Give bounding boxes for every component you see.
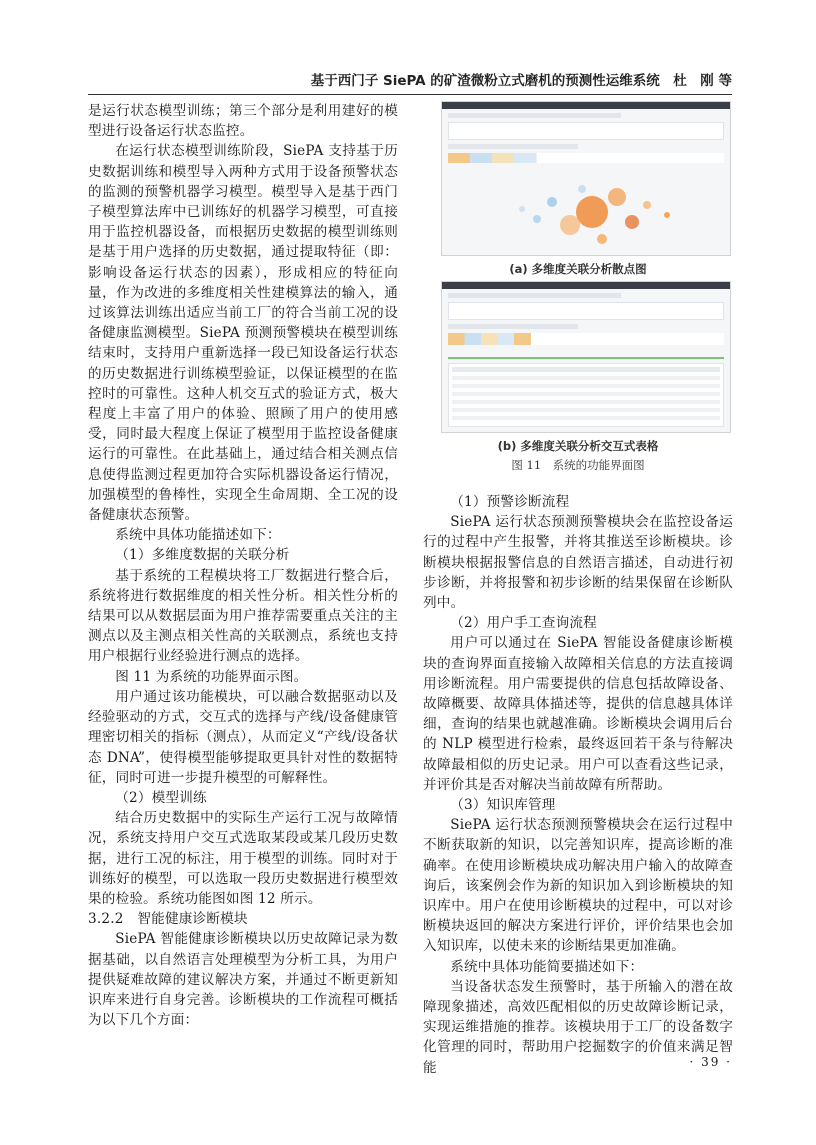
paragraph: 基于系统的工程模块将工厂数据进行整合后，系统将进行数据维度的相关性分析。相关性分析的结果可以从数据层面为用户推荐需要重点关注的主测点以及主测点相关性高的关联测点，系统也支持用户根据行业经验进行测点的选择。 (88, 567, 398, 665)
paragraph: SiePA 运行状态预测预警模块会在监控设备运行的过程中产生报警，并将其推送至诊断模块。诊断模块根据报警信息的自然语言描述，自动进行初步诊断，并将报警和初步诊断的结果保留在诊断队列中。 (423, 514, 733, 612)
subcaption-a: (a) 多维度关联分析散点图 (509, 262, 647, 276)
subheading: （2）模型训练 (115, 789, 207, 806)
paragraph: 是运行状态模型训练；第三个部分是利用建好的模型进行设备运行状态监控。 (88, 103, 398, 140)
paragraph: 结合历史数据中的实际生产运行工况与故障情况，系统支持用户交互式选取某段或某几段历史数据，进行工况的标注，用于模型的训练。同时对于训练好的模型，可以选取一段历史数据进行模型效果的检验。系统功能图如图 12 所示。 (88, 810, 398, 907)
page-number: · 39 · (689, 1055, 732, 1069)
subheading: （1）多维度数据的关联分析 (115, 547, 290, 564)
paragraph: 用户可以通过在 SiePA 智能设备健康诊断模块的查询界面直接输入故障相关信息的方法直接调用诊断流程。用户需要提供的信息包括故障设备、故障概要、故障具体描述等，提供的信息越具体详细，查询的结果也就越准确。诊断模块会调用后台的 NLP 模型进行检索，最终返回若干条与待解决故障最相似的历史记录。用户可以查看这些记录，并评价其是否对解决当前故障有所帮助。 (423, 635, 733, 793)
running-header: 基于西门子 SiePA 的矿渣微粉立式磨机的预测性运维系统 杜 刚 等 (88, 70, 732, 95)
subheading: （1）预警诊断流程 (450, 494, 570, 510)
paragraph: 图 11 为系统的功能界面示图。 (115, 668, 308, 685)
subheading: （2）用户手工查询流程 (450, 615, 597, 632)
subcaption-b: (b) 多维度关联分析交互式表格 (497, 439, 659, 453)
paragraph: 在运行状态模型训练阶段，SiePA 支持基于历史数据训练和模型导入两种方式用于设备预警状态的监测的预警机器学习模型。模型导入是基于西门子模型算法库中已训练好的机器学习模型，可直接用于监控机器设备，而根据历史数据的模型训练则是基于用户选择的历史数据，通过提取特征（即：影响设备运行状态的因素），形成相应的特征向量，作为改进的多维度相关性建模算法的输入，通过该算法训练出适应当前工厂的符合当前工况的设备健康监测模型。SiePA 预测预警模块在模型训练结束时，支持用户重新选择一段已知设备运行状态的历史数据进行训练模型验证，以保证模型的在监控时的可靠性。这种人机交互式的验证方式，极大程度上丰富了用户的体验、照顾了用户的使用感受，同时最大程度上保证了模型用于监控设备健康运行的可靠性。在此基础上，通过结合相关测点信息使得监测过程更加符合实际机器设备运行情况，加强模型的鲁棒性，实现全生命周期、全工况的设备健康状态预警。 (88, 143, 398, 524)
paragraph: SiePA 运行状态预测预警模块会在运行过程中不断获取新的知识，以完善知识库，提高诊断的准确率。在使用诊断模块成功解决用户输入的故障查询后，该案例会作为新的知识加入到诊断模块的知识库中。用户在使用诊断模块的过程中，可以对诊断模块返回的解决方案进行评价，评价结果也会加入知识库，以使未来的诊断结果更加准确。 (423, 817, 733, 955)
subheading: （3）知识库管理 (450, 797, 556, 814)
figure-caption: 图 11 系统的功能界面图 (511, 458, 645, 472)
paragraph: 用户通过该功能模块，可以融合数据驱动以及经验驱动的方式，交互式的选择与产线/设备健康管理密切相关的指标（测点），从而定义“产线/设备状态 DNA”，使得模型能够提取更具针对性的数据特征，同时可进一步提升模型的可解释性。 (88, 688, 398, 786)
paragraph: 系统中具体功能描述如下： (115, 527, 281, 544)
figure-11 (423, 101, 733, 481)
screenshot-scatter (441, 101, 731, 256)
screenshot-table (441, 281, 731, 433)
paragraph: 当设备状态发生预警时，基于所输入的潜在故障现象描述，高效匹配相似的历史故障诊断记录，实现运维措施的推荐。该模块用于工厂的设备数字化管理的同时，帮助用户挖掘数字的价值来满足智能 (423, 978, 733, 1076)
paragraph: 系统中具体功能简要描述如下： (450, 958, 644, 975)
paragraph: SiePA 智能健康诊断模块以历史故障记录为数据基础，以自然语言处理模型为分析工具，为用户提供疑难故障的建议解决方案，并通过不断更新知识库来进行自身完善。诊断模块的工作流程可概括为以下几个方面： (88, 931, 398, 1029)
right-column (423, 492, 733, 1078)
bubble-plot (442, 167, 730, 256)
section-heading: 3.2.2 智能健康诊断模块 (88, 911, 248, 928)
left-column (88, 101, 398, 1030)
